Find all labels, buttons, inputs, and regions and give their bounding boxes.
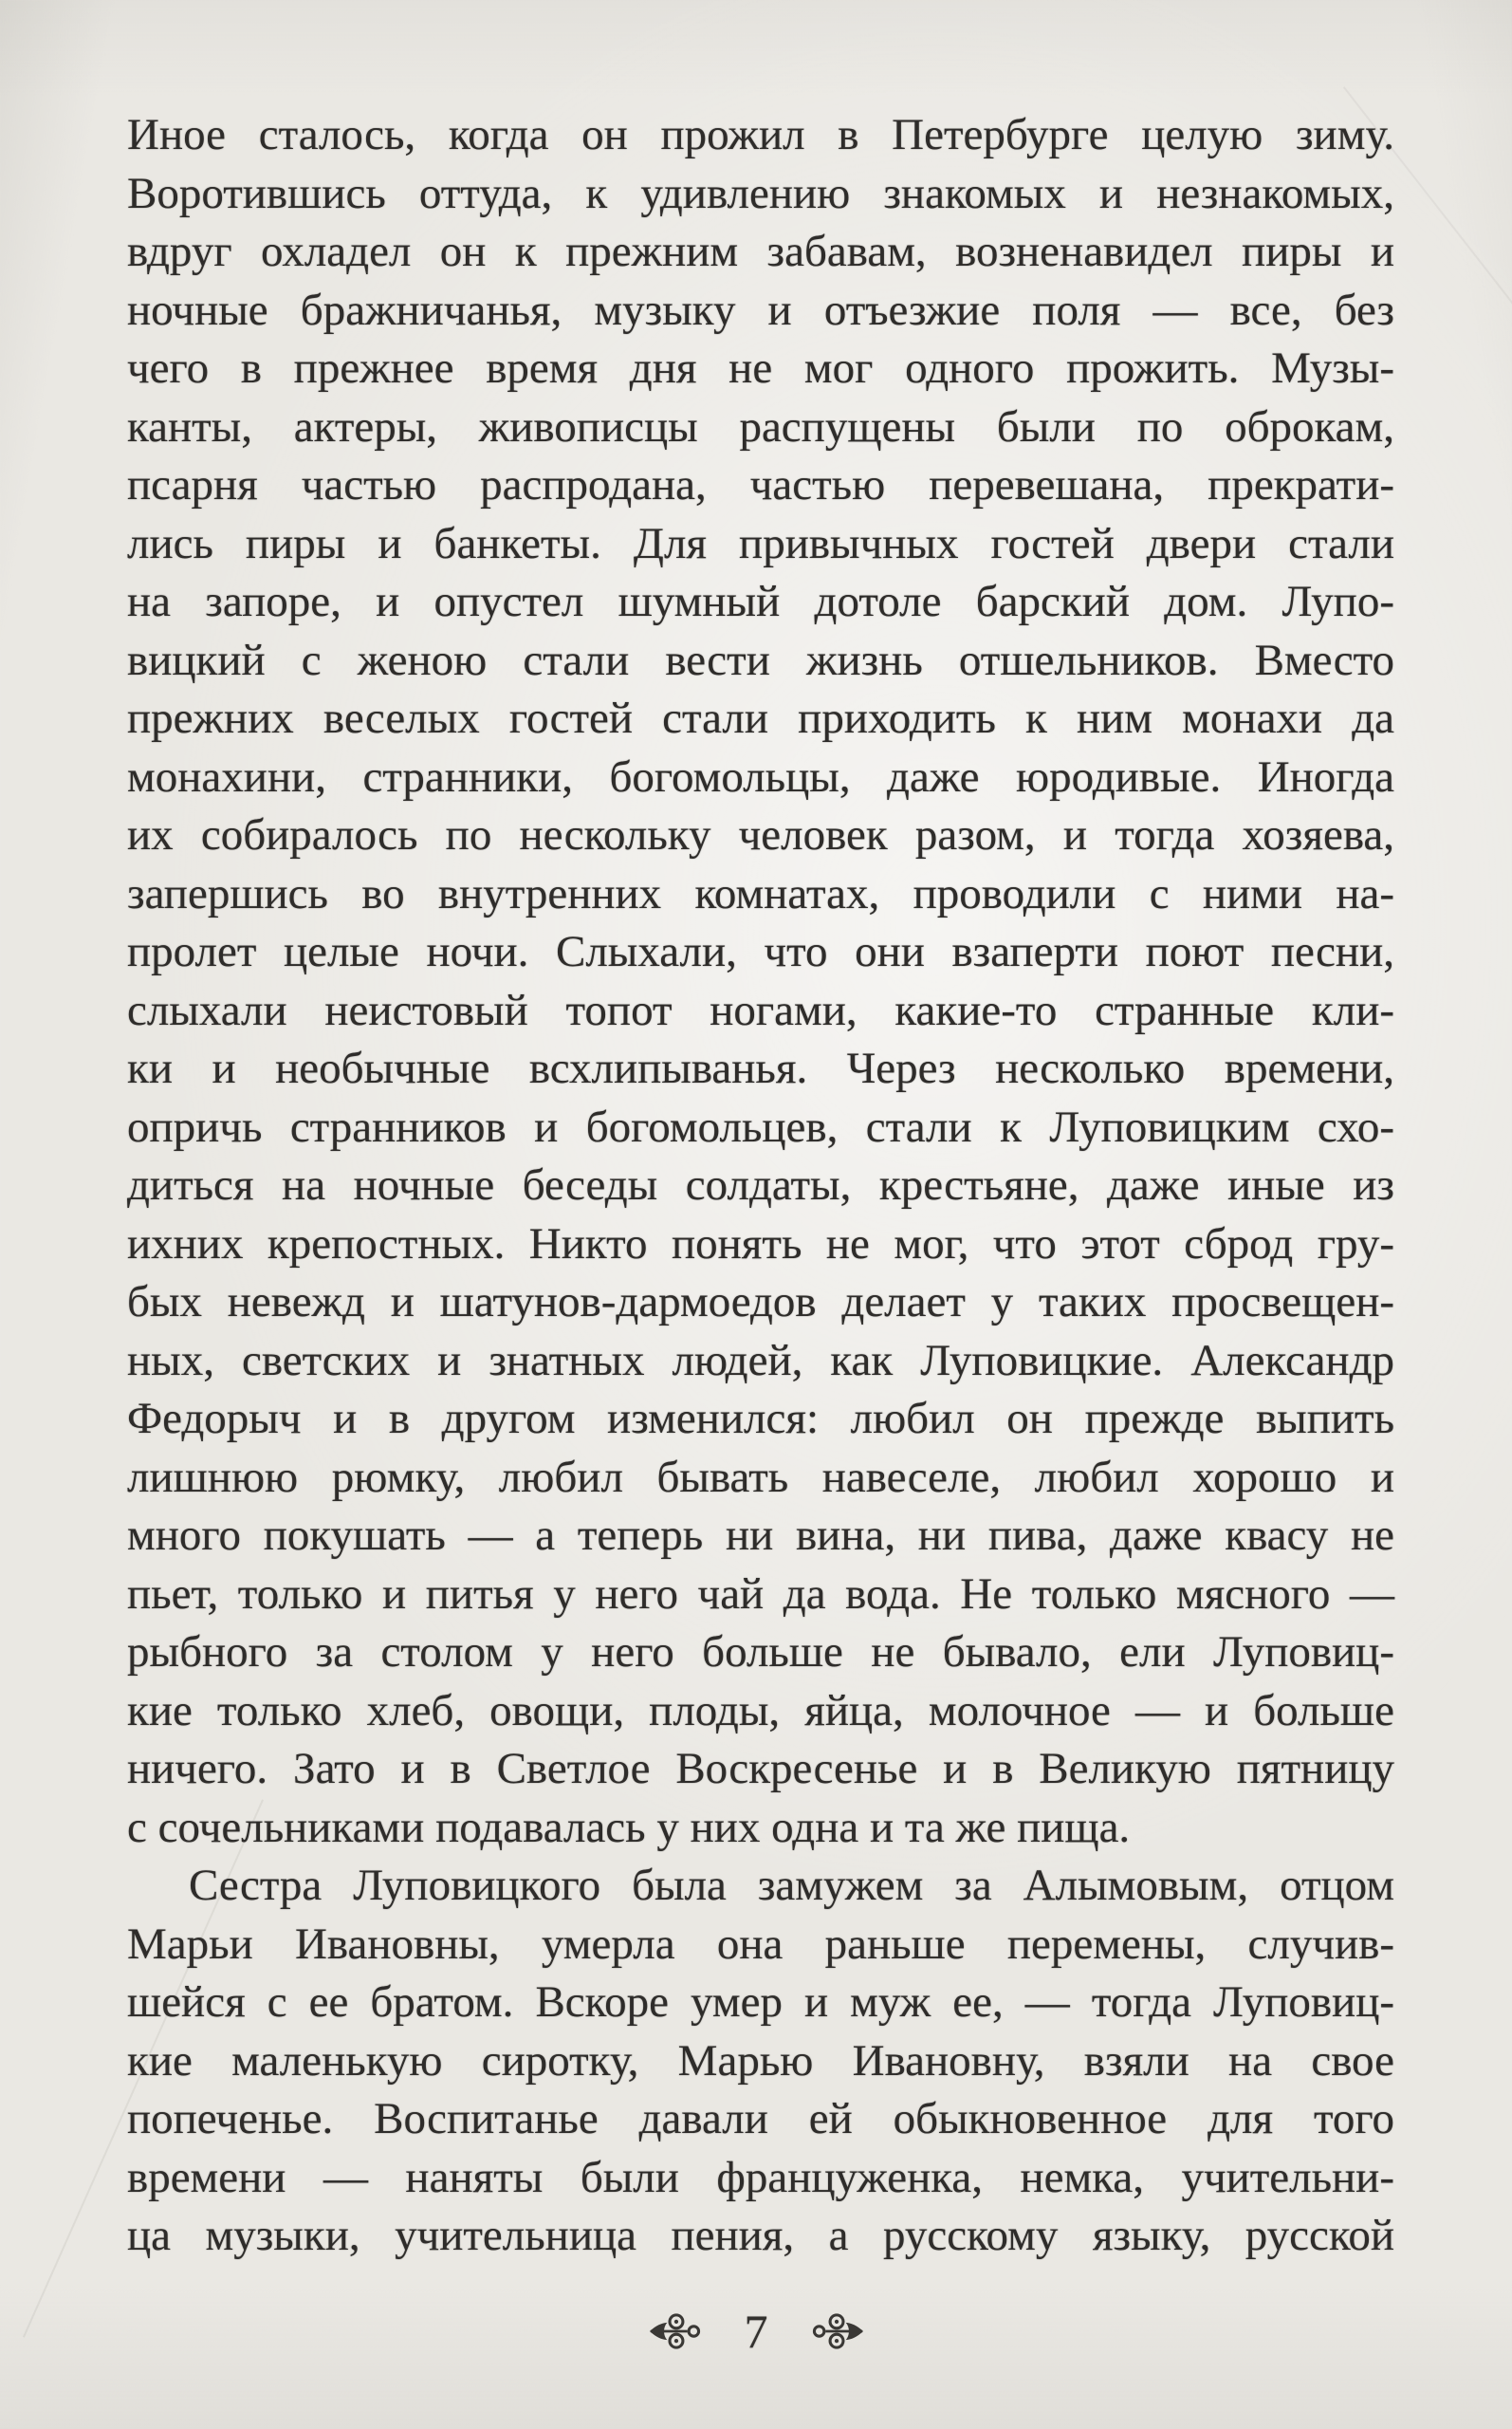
text-line: ихних крепостных. Никто понять не мог, что этот сброд гру- [127,1218,1394,1269]
paragraph-continued [127,106,1394,1857]
text-line: лись пиры и банкеты. Для привычных гостей двери стали [127,518,1394,568]
page-footer [0,2305,1512,2358]
text-line: шейся с ее братом. Вскоре умер и муж ее, — тогда Луповиц- [127,1977,1394,2027]
text-line: Сестра Луповицкого была замужем за Алымовым, отцом [189,1861,1394,1910]
text-line: попеченье. Воспитанье давали ей обыкновенное для того [127,2094,1394,2143]
text-line: пьет, только и питья у него чай да вода. Не только мясного — [127,1568,1394,1619]
text-line: ца музыки, учительница пения, а русскому языку, русской [127,2211,1394,2260]
paragraph-sestra [127,1857,1394,2266]
body-text [127,106,1394,2266]
text-line: монахини, странники, богомольцы, даже юродивые. Иногда [127,751,1394,802]
text-line: диться на ночные беседы солдаты, крестьяне, даже иные из [127,1160,1394,1210]
text-line: рыбного за столом у него больше не бывало, ели Луповиц- [127,1627,1394,1677]
text-line: Воротившись оттуда, к удивлению знакомых и незнакомых, [127,168,1394,218]
text-line: ки и необычные всхлипыванья. Через несколько времени, [127,1044,1394,1093]
text-line: бых невежд и шатунов-дармоедов делает у таких просвещен- [127,1277,1394,1326]
text-line: слыхали неистовый топот ногами, какие-то странные кли- [127,985,1394,1035]
text-line: Федорыч и в другом изменился: любил он прежде выпить [127,1394,1394,1443]
text-line: ных, светских и знатных людей, как Луповицкие. Александр [127,1335,1394,1385]
text-line: Иное сталось, когда он прожил в Петербурге целую зиму. [127,110,1394,159]
text-line: псарня частью распродана, частью перевешана, прекрати- [127,460,1394,510]
text-line: Марьи Ивановны, умерла она раньше перемены, случив- [127,1919,1394,1969]
text-line: лишнюю рюмку, любил бывать навеселе, любил хорошо и [127,1452,1394,1502]
text-line: чего в прежнее время дня не мог одного прожить. Музы- [127,343,1394,393]
text-line: много покушать — а теперь ни вина, ни пива, даже квасу не [127,1511,1394,1560]
text-line: кие маленькую сиротку, Марью Ивановну, взяли на свое [127,2035,1394,2086]
text-line: пролет целые ночи. Слыхали, что они взаперти поют песни, [127,927,1394,976]
page-number: 7 [744,2305,768,2358]
text-line: с сочельниками подавалась у них одна и та же пища. [127,1802,1131,1852]
text-line: ничего. Зато и в Светлое Воскресенье и в Великую пятницу [127,1744,1394,1793]
text-line: вицкий с женою стали вести жизнь отшельников. Вместо [127,635,1394,685]
text-line: запершись во внутренних комнатах, проводили с ними на- [127,868,1394,918]
text-line: кие только хлеб, овощи, плоды, яйца, молочное — и больше [127,1685,1394,1735]
text-line: вдруг охладел он к прежним забавам, возненавидел пиры и [127,227,1394,276]
text-line: канты, актеры, живописцы распущены были по оброкам, [127,401,1394,452]
text-line: опричь странников и богомольцев, стали к Луповицким схо- [127,1102,1394,1152]
text-line: прежних веселых гостей стали приходить к ним монахи да [127,694,1394,743]
text-line: на запоре, и опустел шумный дотоле барский дом. Лупо- [127,577,1394,626]
text-line: ночные бражничанья, музыку и отъезжие поля — все, без [127,285,1394,335]
text-line: их собиралось по нескольку человек разом, и тогда хозяева, [127,810,1394,860]
fleuron-ornament-left-icon [648,2309,703,2353]
fleuron-ornament-right-icon [810,2309,865,2353]
text-line: времени — наняты были француженка, немка, учительни- [127,2152,1394,2202]
